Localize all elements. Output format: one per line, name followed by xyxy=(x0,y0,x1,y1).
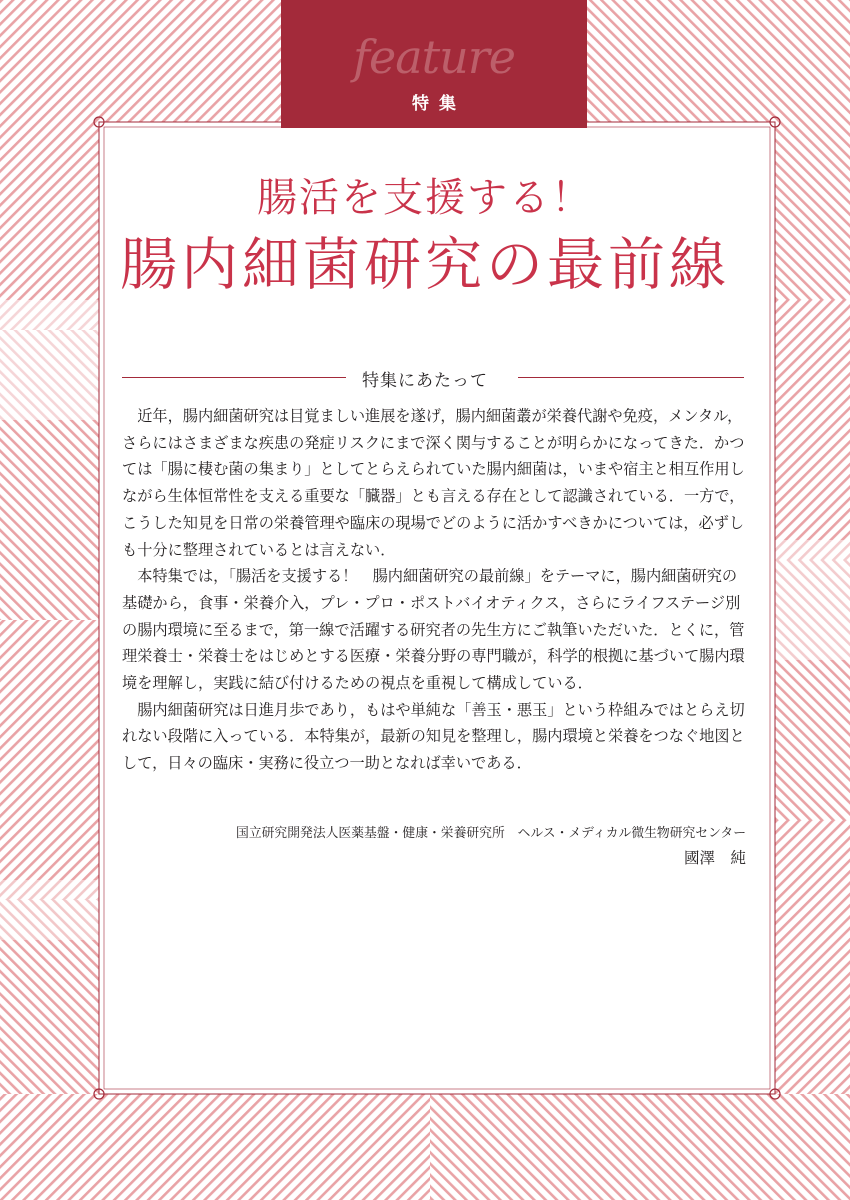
section-rule-right xyxy=(518,377,744,378)
paragraph-2: 本特集では，「腸活を支援する！ 腸内細菌研究の最前線」をテーマに，腸内細菌研究の基礎から，食事・栄養介入，プレ・プロ・ポストバイオティクス，さらにライフステージ別の腸内環境に至るまで，第一線で活躍する研究者の先生方にご執筆いただいた．とくに，管理栄養士・栄養士をはじめとする医療・栄養分野の専門職が，科学的根拠に基づいて腸内環境を理解し，実践に結び付けるための視点を重視して構成している． xyxy=(122,567,745,693)
section-heading: 特集にあたって xyxy=(362,371,488,391)
paragraph-1: 近年，腸内細菌研究は目覚ましい進展を遂げ，腸内細菌叢が栄養代謝や免疫，メンタル，さらにはさまざまな疾患の発症リスクにまで深く関与することが明らかになってきた．かつては「腸に棲む菌の集まり」としてとらえられていた腸内細菌は，いまや宿主と相互作用しながら生体恒常性を支える重要な「臓器」とも言える存在として認識されている．一方で，こうした知見を日常の栄養管理や臨床の現場でどのように活かすべきかについては，必ずしも十分に整理されているとは言えない． xyxy=(122,407,745,559)
page-title-line1: 腸活を支援する！ xyxy=(257,175,593,221)
paragraph-3: 腸内細菌研究は日進月歩であり，もはや単純な「善玉・悪玉」という枠組みではとらえ切れない段階に入っている．本特集が，最新の知見を整理し，腸内環境と栄養をつなぐ地図として，日々の臨床・実務に役立つ一助となれば幸いである． xyxy=(122,700,745,773)
author-name: 國澤 純 xyxy=(683,849,746,867)
body-text xyxy=(122,403,748,777)
author-affiliation: 国立研究開発法人医薬基盤・健康・栄養研究所 ヘルス・メディカル微生物研究センター xyxy=(236,826,746,841)
page-title-line2: 腸内細菌研究の最前線 xyxy=(120,232,730,298)
feature-script-label: feature xyxy=(353,30,515,84)
feature-label: 特集 xyxy=(412,94,466,114)
